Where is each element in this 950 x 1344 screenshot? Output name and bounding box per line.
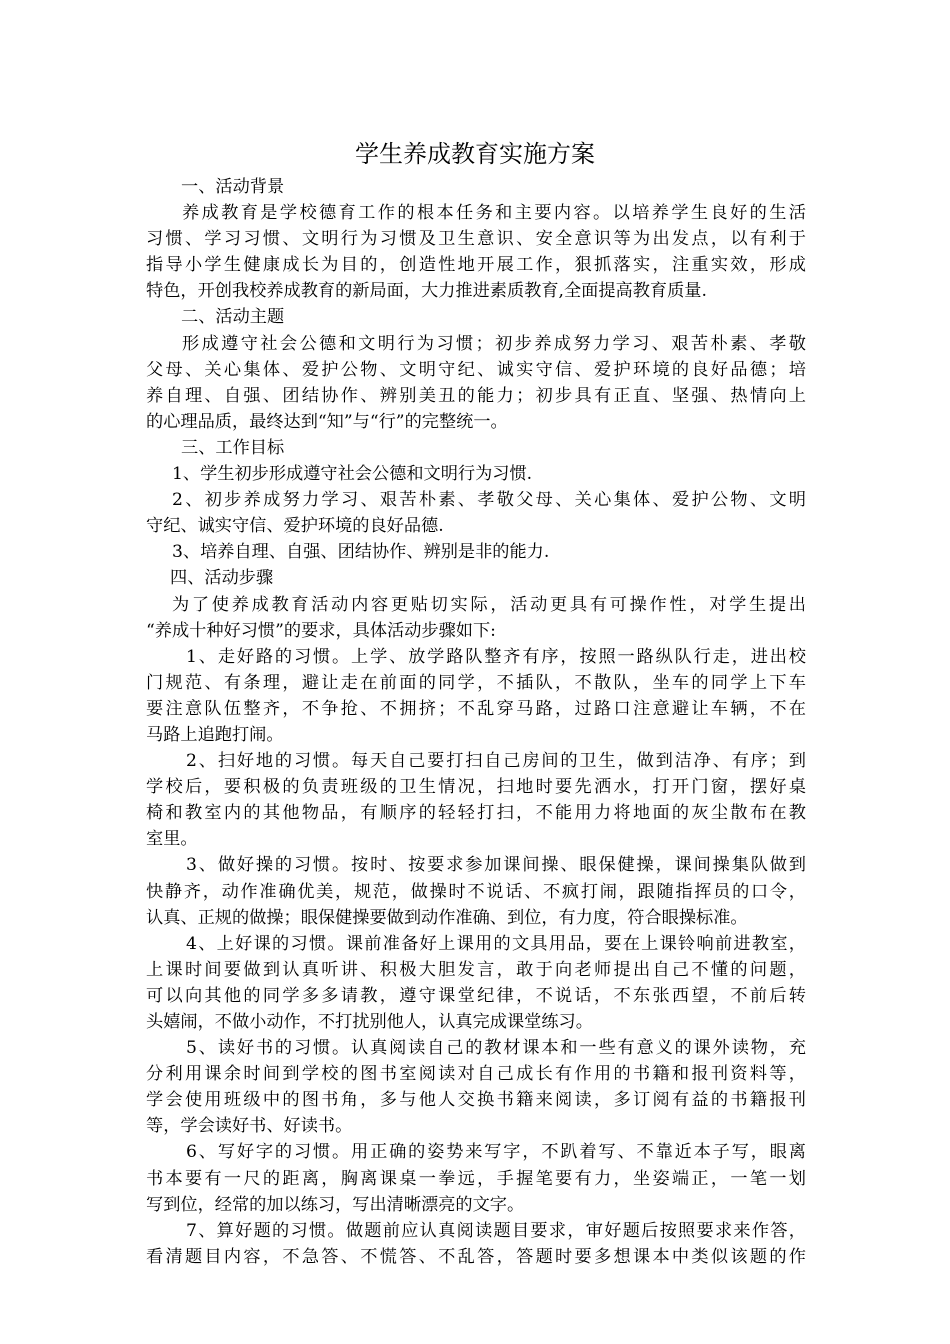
text-line: 三、工作目标 bbox=[181, 437, 285, 458]
document-body bbox=[146, 174, 806, 1270]
text-line: 习惯、学习习惯、文明行为习惯及卫生意识、安全意识等为出发点，以有利于 bbox=[146, 229, 806, 250]
text-line: 认真、正规的做操；眼保健操要做到动作准确、到位，有力度，符合眼操标准。 bbox=[146, 907, 748, 928]
text-line: 写到位，经常的加以练习，写出清晰漂亮的文字。 bbox=[146, 1194, 525, 1215]
text-line: 的心理品质，最终达到“知”与“行”的完整统一。 bbox=[146, 411, 508, 432]
text-line: 学校后，要积极的负责班级的卫生情况，扫地时要先洒水，打开门窗，摆好桌 bbox=[146, 777, 806, 798]
text-line: 一、活动背景 bbox=[181, 177, 285, 197]
text-line: 特色，开创我校养成教育的新局面，大力推进素质教育,全面提高教育质量. bbox=[146, 281, 707, 302]
text-line: 等，学会读好书、好读书。 bbox=[146, 1116, 353, 1137]
text-line: 养自理、自强、团结协作、辨别美丑的能力；初步具有正直、坚强、热情向上 bbox=[146, 385, 806, 406]
text-line: 父母、关心集体、爱护公物、文明守纪、诚实守信、爱护环境的良好品德；培 bbox=[146, 359, 806, 380]
text-line: 3、培养自理、自强、团结协作、辨别是非的能力. bbox=[172, 542, 550, 563]
text-line: 分利用课余时间到学校的图书室阅读对自己成长有作用的书籍和报刊资料等， bbox=[146, 1064, 806, 1085]
text-line: “养成十种好习惯”的要求，具体活动步骤如下: bbox=[146, 620, 496, 641]
text-line: 为了使养成教育活动内容更贴切实际，活动更具有可操作性，对学生提出 bbox=[172, 594, 806, 615]
text-line: 指导小学生健康成长为目的，创造性地开展工作，狠抓落实，注重实效，形成 bbox=[146, 255, 806, 276]
text-line: 6、写好字的习惯。用正确的姿势来写字，不趴着写、不靠近本子写，眼离 bbox=[186, 1142, 806, 1163]
text-line: 上课时间要做到认真听讲、积极大胆发言，敢于向老师提出自己不懂的问题， bbox=[146, 959, 806, 980]
text-line: 形成遵守社会公德和文明行为习惯；初步养成努力学习、艰苦朴素、孝敬 bbox=[182, 333, 806, 354]
text-line: 快静齐，动作准确优美，规范，做操时不说话、不疯打闹，跟随指挥员的口令， bbox=[146, 881, 806, 902]
text-line: 3、做好操的习惯。按时、按要求参加课间操、眼保健操，课间操集队做到 bbox=[186, 855, 806, 876]
text-line: 可以向其他的同学多多请教，遵守课堂纪律，不说话，不东张西望，不前后转 bbox=[146, 985, 806, 1006]
text-line: 4、上好课的习惯。课前准备好上课用的文具用品，要在上课铃响前进教室， bbox=[186, 933, 806, 954]
text-line: 2、扫好地的习惯。每天自己要打扫自己房间的卫生，做到洁净、有序；到 bbox=[186, 751, 806, 772]
text-line: 看清题目内容，不急答、不慌答、不乱答，答题时要多想课本中类似该题的作 bbox=[146, 1246, 806, 1267]
text-line: 四、活动步骤 bbox=[170, 568, 274, 589]
text-line: 要注意队伍整齐，不争抢、不拥挤；不乱穿马路，过路口注意避让车辆，不在 bbox=[146, 698, 806, 719]
text-line: 2、初步养成努力学习、艰苦朴素、孝敬父母、关心集体、爱护公物、文明 bbox=[172, 490, 806, 511]
text-line: 门规范、有条理，避让走在前面的同学，不插队，不散队，坐车的同学上下车 bbox=[146, 672, 806, 693]
text-line: 5、读好书的习惯。认真阅读自己的教材课本和一些有意义的课外读物，充 bbox=[186, 1038, 806, 1059]
document-title: 学生养成教育实施方案 bbox=[355, 140, 595, 168]
text-line: 书本要有一尺的距离，胸离课桌一拳远，手握笔要有力，坐姿端正，一笔一划 bbox=[146, 1168, 806, 1189]
text-line: 1、学生初步形成遵守社会公德和文明行为习惯. bbox=[172, 464, 533, 485]
text-line: 1、走好路的习惯。上学、放学路队整齐有序，按照一路纵队行走，进出校 bbox=[186, 646, 806, 667]
text-line: 守纪、诚实守信、爱护环境的良好品德. bbox=[146, 516, 444, 537]
text-line: 二、活动主题 bbox=[181, 307, 285, 328]
text-line: 室里。 bbox=[146, 829, 198, 850]
text-line: 养成教育是学校德育工作的根本任务和主要内容。以培养学生良好的生活 bbox=[182, 203, 806, 224]
text-line: 椅和教室内的其他物品，有顺序的轻轻打扫，不能用力将地面的灰尘散布在教 bbox=[146, 803, 806, 824]
text-line: 学会使用班级中的图书角，多与他人交换书籍来阅读，多订阅有益的书籍报刊 bbox=[146, 1090, 806, 1111]
text-line: 马路上追跑打闹。 bbox=[146, 724, 284, 745]
text-line: 头嬉闹，不做小动作，不打扰别他人，认真完成课堂练习。 bbox=[146, 1012, 593, 1032]
text-line: 7、算好题的习惯。做题前应认真阅读题目要求，审好题后按照要求来作答， bbox=[186, 1220, 806, 1241]
